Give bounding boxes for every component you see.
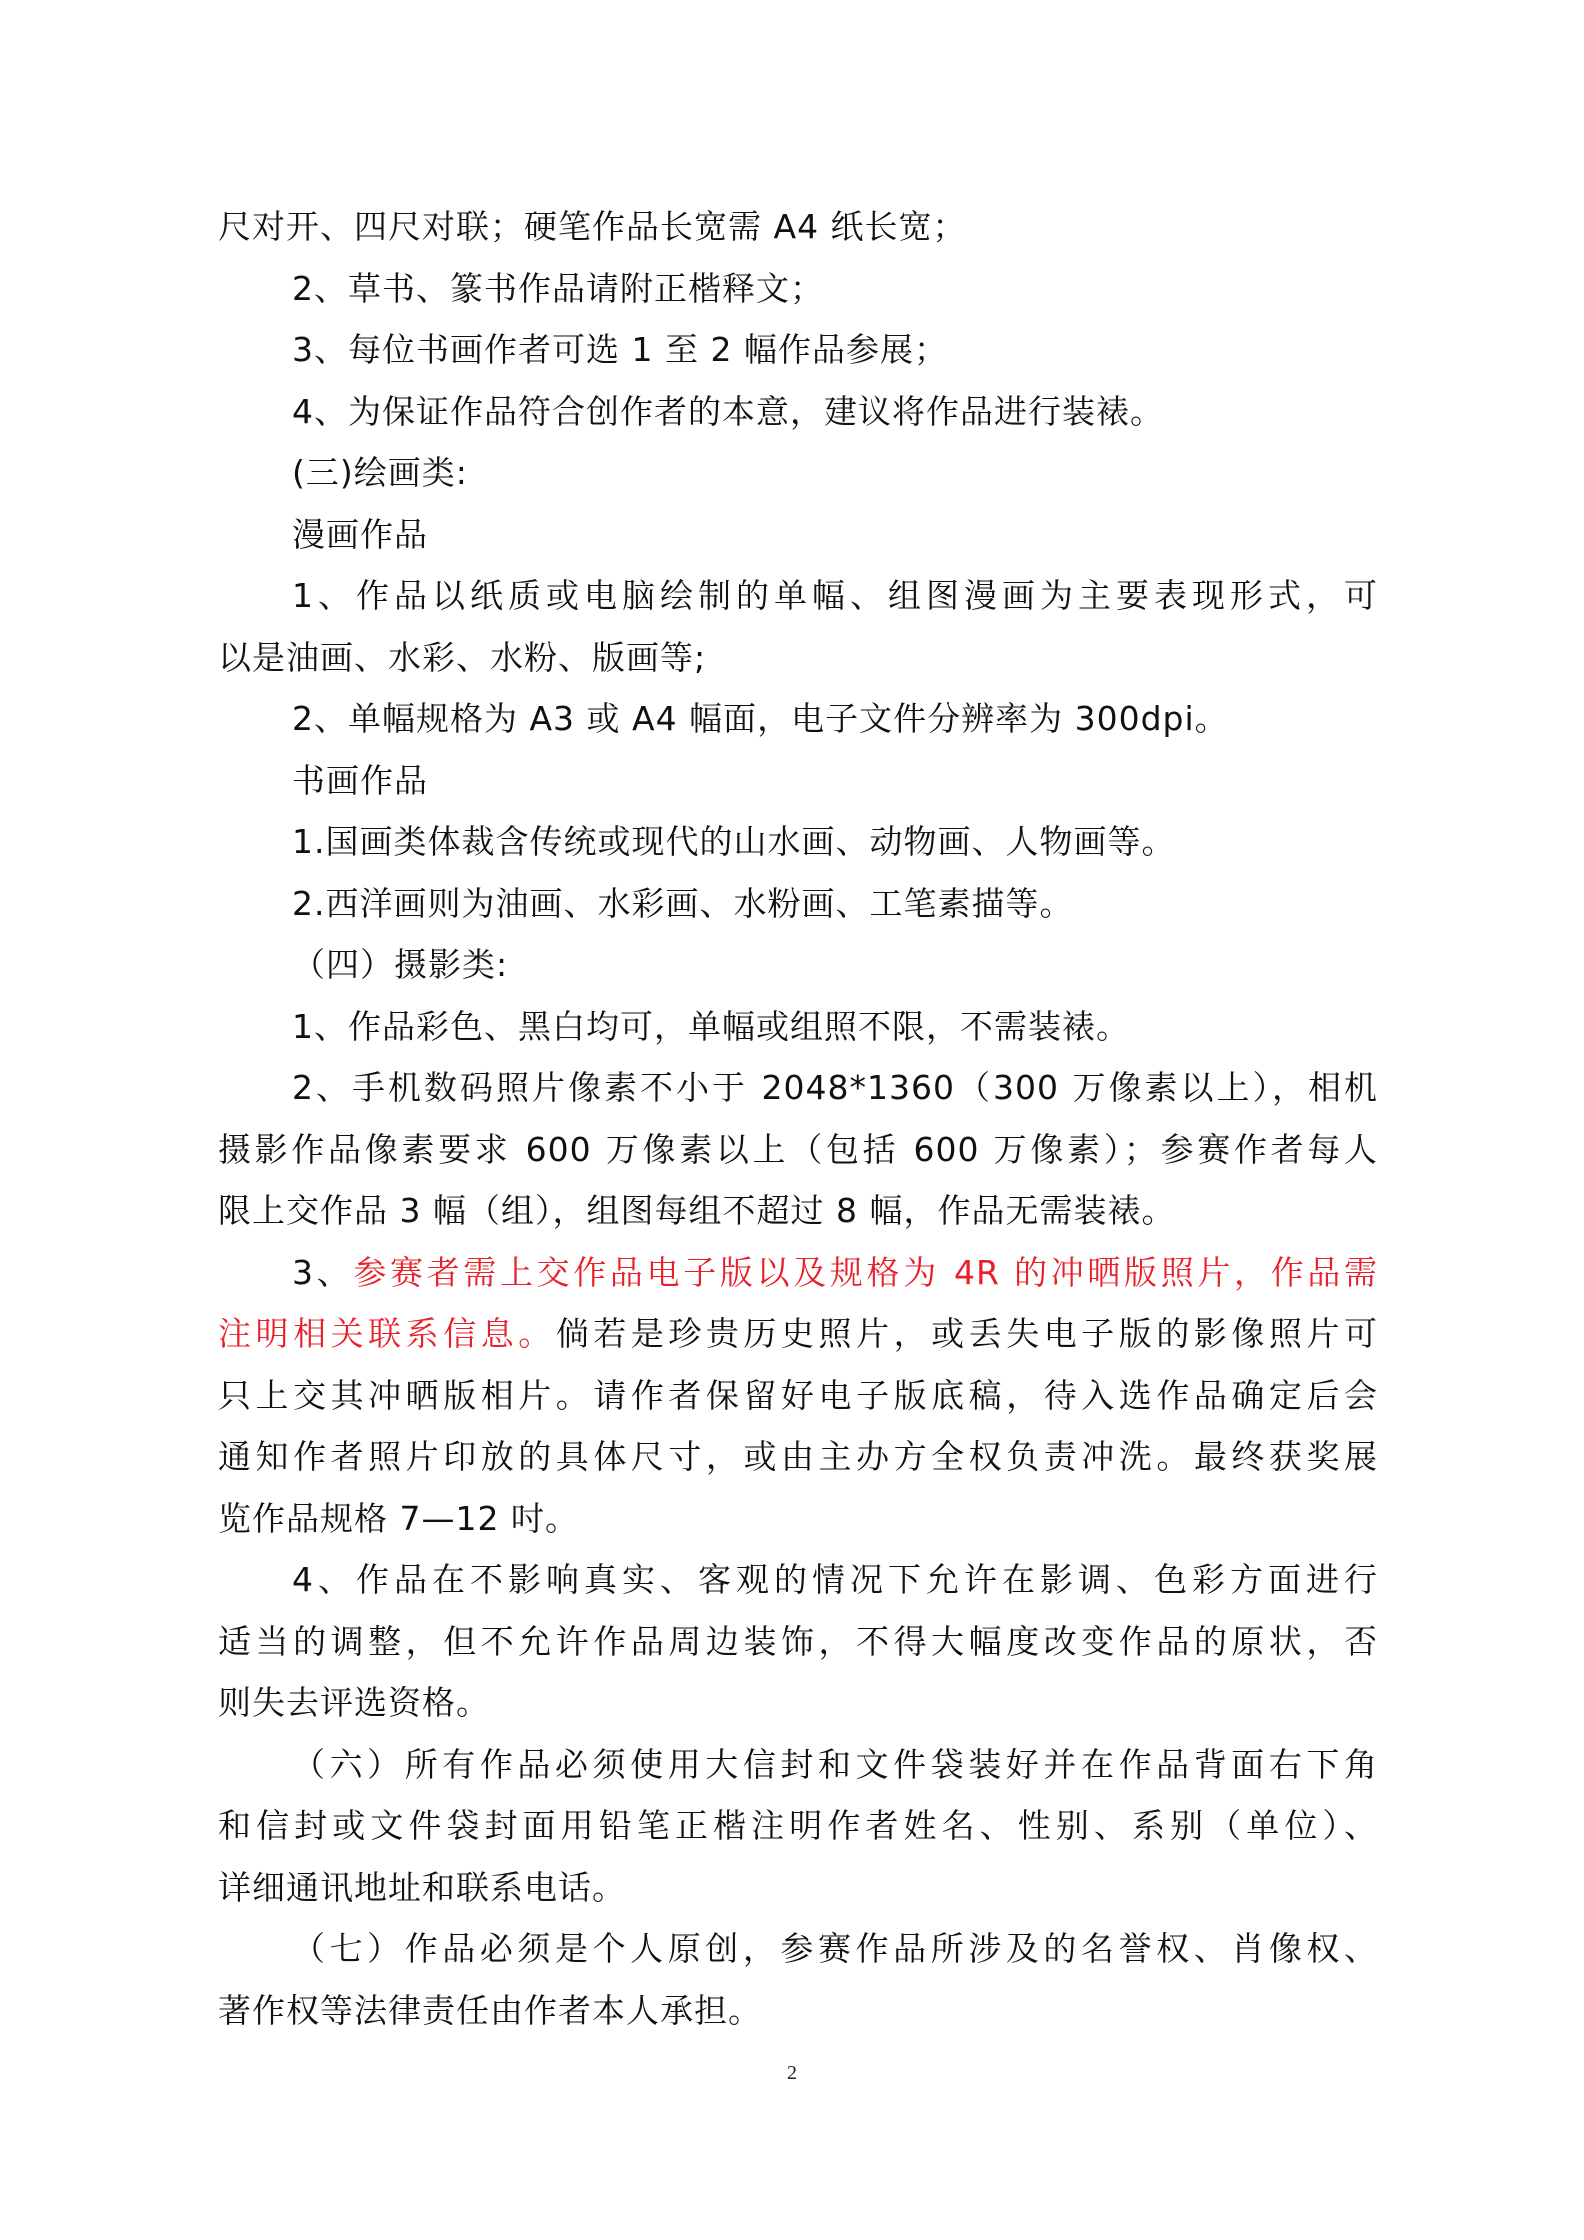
text-line: 通知作者照片印放的具体尺寸，或由主办方全权负责冲洗。最终获奖展 (218, 1437, 1378, 1476)
text-line: 1.国画类体裁含传统或现代的山水画、动物画、人物画等。 (292, 822, 1176, 861)
text-line: 详细通讯地址和联系电话。 (218, 1867, 626, 1907)
text-line: 1、作品以纸质或电脑绘制的单幅、组图漫画为主要表现形式，可 (292, 576, 1378, 615)
text-line: 书画作品 (292, 760, 428, 800)
text-line: 只上交其冲晒版相片。请作者保留好电子版底稿，待入选作品确定后会 (218, 1375, 1378, 1415)
text-line: （四）摄影类: (292, 945, 509, 984)
text-line: 则失去评选资格。 (218, 1683, 490, 1722)
text-segment: 3、 (292, 1252, 354, 1292)
text-line: (三)绘画类: (292, 453, 468, 492)
text-line: 摄影作品像素要求 600 万像素以上（包括 600 万像素）；参赛作者每人 (218, 1129, 1378, 1169)
text-line (218, 1303, 1378, 1365)
document-body (218, 196, 1378, 2041)
text-line (218, 1242, 1378, 1304)
text-line: 览作品规格 7—12 吋。 (218, 1498, 579, 1538)
text-line: 漫画作品 (292, 514, 428, 554)
text-segment: 倘若是珍贵历史照片，或丢失电子版的影像照片可 (555, 1314, 1379, 1353)
highlighted-text: 注明相关联系信息。 (218, 1314, 556, 1353)
text-line: 1、作品彩色、黑白均可，单幅或组照不限，不需装裱。 (292, 1006, 1130, 1046)
text-line: 适当的调整，但不允许作品周边装饰，不得大幅度改变作品的原状，否 (218, 1621, 1378, 1661)
text-line: 2、草书、篆书作品请附正楷释文； (292, 268, 824, 308)
text-line: （七）作品必须是个人原创，参赛作品所涉及的名誉权、肖像权、 (292, 1929, 1378, 1968)
text-line: 2、手机数码照片像素不小于 2048*1360（300 万像素以上），相机 (292, 1068, 1378, 1107)
text-line: 2、单幅规格为 A3 或 A4 幅面，电子文件分辨率为 300dpi。 (292, 699, 1229, 738)
text-line: 限上交作品 3 幅（组），组图每组不超过 8 幅，作品无需装裱。 (218, 1191, 1176, 1230)
text-line: 4、为保证作品符合创作者的本意，建议将作品进行装裱。 (292, 391, 1164, 431)
page-number: 2 (787, 2062, 797, 2084)
text-line: 3、每位书画作者可选 1 至 2 幅作品参展； (292, 330, 948, 369)
text-line: 4、作品在不影响真实、客观的情况下允许在影调、色彩方面进行 (292, 1560, 1378, 1599)
text-line: 和信封或文件袋封面用铅笔正楷注明作者姓名、性别、系别（单位）、 (218, 1806, 1378, 1845)
highlighted-text: 参赛者需上交作品电子版以及规格为 4R 的冲晒版照片，作品需 (353, 1252, 1378, 1292)
text-line: （六）所有作品必须使用大信封和文件袋装好并在作品背面右下角 (292, 1744, 1378, 1784)
text-line: 尺对开、四尺对联；硬笔作品长宽需 A4 纸长宽； (218, 207, 967, 246)
text-line: 2.西洋画则为油画、水彩画、水粉画、工笔素描等。 (292, 883, 1074, 923)
text-line: 著作权等法律责任由作者本人承担。 (218, 1990, 762, 2030)
text-line: 以是油画、水彩、水粉、版画等; (218, 637, 707, 677)
